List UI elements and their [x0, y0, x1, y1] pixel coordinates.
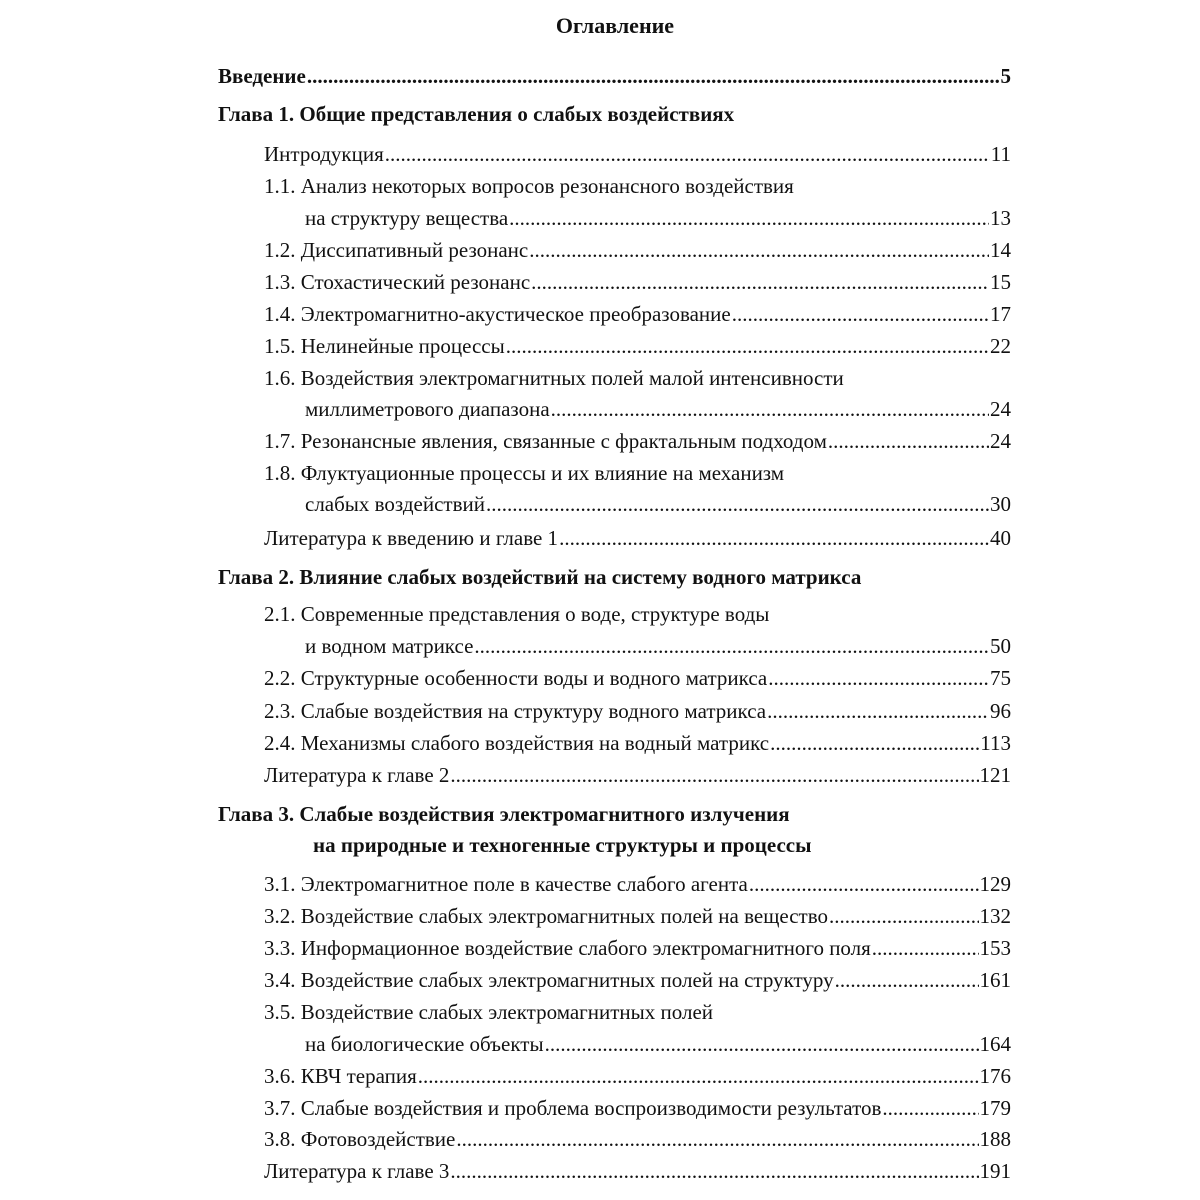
toc-entry-label: 1.4. Электромагнитно-акустическое преобразование	[264, 302, 731, 326]
toc-entry-label: 3.5. Воздействие слабых электромагнитных полей	[264, 1000, 714, 1024]
dot-leader	[531, 266, 989, 298]
toc-entry-label: на природные и техногенные структуры и процессы	[313, 833, 812, 857]
toc-entry	[218, 98, 734, 130]
toc-entry	[218, 561, 861, 593]
toc-entry	[264, 1092, 1011, 1124]
toc-entry-page-number: 176	[979, 1064, 1011, 1088]
toc-entry-label: 1.2. Диссипативный резонанс	[264, 238, 529, 262]
toc-entry	[264, 138, 1011, 170]
dot-leader	[732, 298, 989, 330]
toc-entry-label: на структуру вещества	[305, 206, 509, 230]
dot-leader	[456, 1123, 978, 1155]
toc-entry-page-number: 191	[979, 1159, 1011, 1183]
toc-entry-page-number: 132	[979, 904, 1011, 928]
toc-entry-label: 1.3. Стохастический резонанс	[264, 270, 531, 294]
toc-entry-label: 1.5. Нелинейные процессы	[264, 334, 505, 358]
dot-leader	[307, 60, 1000, 92]
toc-entry	[264, 996, 713, 1028]
toc-entry-label: Литература к введению и главе 1	[264, 526, 559, 550]
toc-entry	[264, 932, 1011, 964]
toc-entry-page-number: 179	[979, 1096, 1011, 1120]
toc-entry-label: 2.4. Механизмы слабого воздействия на водный матрикс	[264, 731, 770, 755]
dot-leader	[828, 425, 989, 457]
toc-entry-page-number: 15	[990, 270, 1011, 294]
dot-leader	[486, 488, 989, 520]
toc-entry	[264, 425, 1011, 457]
toc-entry	[305, 630, 1011, 662]
toc-entry-label: и водном матриксе	[305, 634, 474, 658]
toc-entry-page-number: 161	[979, 968, 1011, 992]
toc-entry	[264, 266, 1011, 298]
toc-entry-page-number: 22	[990, 334, 1011, 358]
toc-entry-label: 2.3. Слабые воздействия на структуру водного матрикса	[264, 699, 767, 723]
toc-entry	[218, 60, 1011, 92]
dot-leader	[545, 1028, 979, 1060]
toc-entry-label: 2.1. Современные представления о воде, структуре воды	[264, 602, 770, 626]
dot-leader	[749, 868, 979, 900]
dot-leader	[509, 202, 989, 234]
toc-entry	[264, 598, 769, 630]
toc-entry-label: 3.2. Воздействие слабых электромагнитных полей на вещество	[264, 904, 828, 928]
toc-entry	[264, 362, 844, 394]
dot-leader	[529, 234, 989, 266]
toc-entry	[305, 393, 1011, 425]
toc-entry	[264, 727, 1011, 759]
toc-entry	[305, 1028, 1011, 1060]
toc-entry	[264, 298, 1011, 330]
toc-entry	[264, 759, 1011, 791]
toc-entry-label: Введение	[218, 64, 306, 88]
toc-entry-page-number: 13	[990, 206, 1011, 230]
toc-entry	[313, 829, 812, 861]
dot-leader	[418, 1060, 979, 1092]
dot-leader	[872, 932, 979, 964]
toc-entry-page-number: 14	[990, 238, 1011, 262]
toc-entry	[264, 1155, 1011, 1187]
toc-entry	[264, 662, 1011, 694]
toc-entry-page-number: 11	[990, 142, 1011, 166]
toc-entry-label: 3.3. Информационное воздействие слабого электромагнитного поля	[264, 936, 871, 960]
dot-leader	[506, 330, 989, 362]
toc-entry	[305, 488, 1011, 520]
toc-entry-label: 1.6. Воздействия электромагнитных полей малой интенсивности	[264, 366, 844, 390]
toc-entry-page-number: 129	[979, 872, 1011, 896]
toc-entry-label: 3.1. Электромагнитное поле в качестве слабого агента	[264, 872, 748, 896]
toc-entry	[264, 900, 1011, 932]
toc-entry-label: на биологические объекты	[305, 1032, 544, 1056]
toc-entry-label: Интродукция	[264, 142, 384, 166]
toc-entry-page-number: 24	[990, 397, 1011, 421]
toc-entry	[264, 234, 1011, 266]
toc-entry-page-number: 164	[979, 1032, 1011, 1056]
dot-leader	[767, 695, 989, 727]
dot-leader	[474, 630, 989, 662]
toc-entry-label: 1.8. Флуктуационные процессы и их влияние на механизм	[264, 461, 785, 485]
page-title: Оглавление	[555, 13, 675, 38]
toc-entry	[264, 1123, 1011, 1155]
toc-entry	[305, 202, 1011, 234]
toc-entry	[264, 964, 1011, 996]
toc-entry-page-number: 96	[990, 699, 1011, 723]
toc-entry-page-number: 50	[990, 634, 1011, 658]
toc-entry-page-number: 113	[980, 731, 1011, 755]
toc-entry-page-number: 75	[990, 666, 1011, 690]
dot-leader	[768, 662, 989, 694]
toc-entry-label: 1.7. Резонансные явления, связанные с фрактальным подходом	[264, 429, 827, 453]
dot-leader	[385, 138, 990, 170]
dot-leader	[551, 393, 989, 425]
toc-entry-label: слабых воздействий	[305, 492, 485, 516]
toc-entry-label: 3.6. КВЧ терапия	[264, 1064, 417, 1088]
toc-entry	[264, 1060, 1011, 1092]
toc-entry-label: Литература к главе 3	[264, 1159, 450, 1183]
dot-leader	[882, 1092, 978, 1124]
dot-leader	[829, 900, 979, 932]
toc-entry-page-number: 30	[990, 492, 1011, 516]
toc-entry	[218, 798, 790, 830]
toc-entry	[264, 868, 1011, 900]
toc-entry-page-number: 121	[979, 763, 1011, 787]
toc-entry	[264, 170, 794, 202]
dot-leader	[450, 1155, 978, 1187]
dot-leader	[770, 727, 979, 759]
toc-entry-page-number: 17	[990, 302, 1011, 326]
toc-entry-page-number: 40	[990, 526, 1011, 550]
toc-entry-label: 3.4. Воздействие слабых электромагнитных полей на структуру	[264, 968, 834, 992]
toc-entry-page-number: 188	[979, 1127, 1011, 1151]
toc-entry-page-number: 24	[990, 429, 1011, 453]
dot-leader	[835, 964, 979, 996]
toc-entry-label: 3.8. Фотовоздействие	[264, 1127, 456, 1151]
toc-entry	[264, 330, 1011, 362]
toc-entry-label: 1.1. Анализ некоторых вопросов резонансного воздействия	[264, 174, 794, 198]
toc-entry-page-number: 153	[979, 936, 1011, 960]
toc-entry	[264, 457, 784, 489]
toc-entry-label: 2.2. Структурные особенности воды и водного матрикса	[264, 666, 768, 690]
toc-entry-label: Глава 3. Слабые воздействия электромагнитного излучения	[218, 802, 790, 826]
toc-entry-label: Глава 1. Общие представления о слабых воздействиях	[218, 102, 735, 126]
toc-entry-label: 3.7. Слабые воздействия и проблема воспроизводимости результатов	[264, 1096, 882, 1120]
toc-entry-label: Глава 2. Влияние слабых воздействий на систему водного матрикса	[218, 565, 862, 589]
toc-entry	[264, 522, 1011, 554]
toc-entry-label: Литература к главе 2	[264, 763, 450, 787]
dot-leader	[450, 759, 978, 791]
dot-leader	[559, 522, 989, 554]
toc-entry-page-number: 5	[1000, 64, 1011, 88]
toc-entry	[264, 695, 1011, 727]
toc-entry-label: миллиметрового диапазона	[305, 397, 550, 421]
